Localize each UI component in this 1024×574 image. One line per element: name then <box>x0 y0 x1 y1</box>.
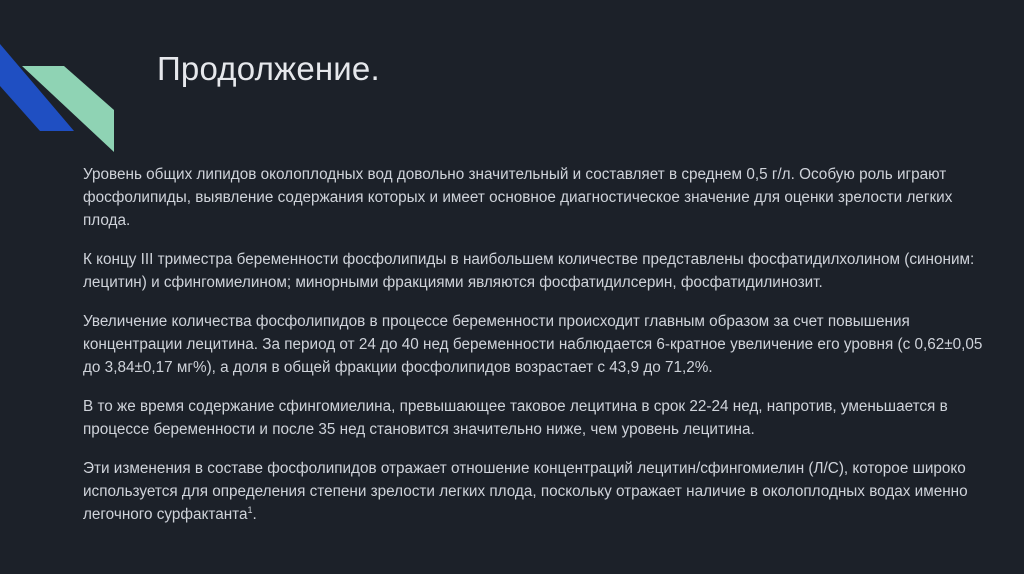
paragraph-phospholipid-fractions: К концу III триместра беременности фосфолипиды в наибольшем количестве представлены фосфатидилхолином (синоним: лецитин) и сфингомиелином; минорными фракциями являются фосфатидилсерин, фосфатидилинозит. <box>83 251 975 291</box>
corner-decoration <box>0 0 120 160</box>
slide-title: Продолжение. <box>157 50 380 87</box>
paragraph-sphingomyelin: В то же время содержание сфингомиелина, превышающее таковое лецитина в срок 22-24 нед, напротив, уменьшается в процессе беременности и после 35 нед становится значительно ниже, чем уровень лецитина. <box>83 398 948 438</box>
slide-body <box>83 163 983 542</box>
paragraph-end-punctuation: . <box>252 506 257 523</box>
paragraph-lecithin-increase: Увеличение количества фосфолипидов в процессе беременности происходит главным образом за счет повышения концентрации лецитина. За период от 24 до 40 нед беременности наблюдается 6-кратное увеличение его уровня (с 0,62±0,05 до 3,84±0,17 мг%), а доля в общей фракции фосфолипидов возрастает с 43,9 до 71,2%. <box>83 313 983 376</box>
paragraph-ls-ratio-text: Эти изменения в составе фосфолипидов отражает отношение концентраций лецитин/сфингомиелин (Л/С), которое широко используется для определения степени зрелости легких плода, поскольку отражает наличие в околоплодных водах именно легочного сурфактанта <box>83 460 968 523</box>
paragraph-total-lipids: Уровень общих липидов околоплодных вод довольно значительный и составляет в среднем 0,5 г/л. Особую роль играют фосфолипиды, выявление содержания которых и имеет основное диагностическое значение для оценки зрелости легких плода. <box>83 166 953 229</box>
footnote-mark: 1 <box>247 505 253 515</box>
paragraph-ls-ratio <box>83 457 983 526</box>
